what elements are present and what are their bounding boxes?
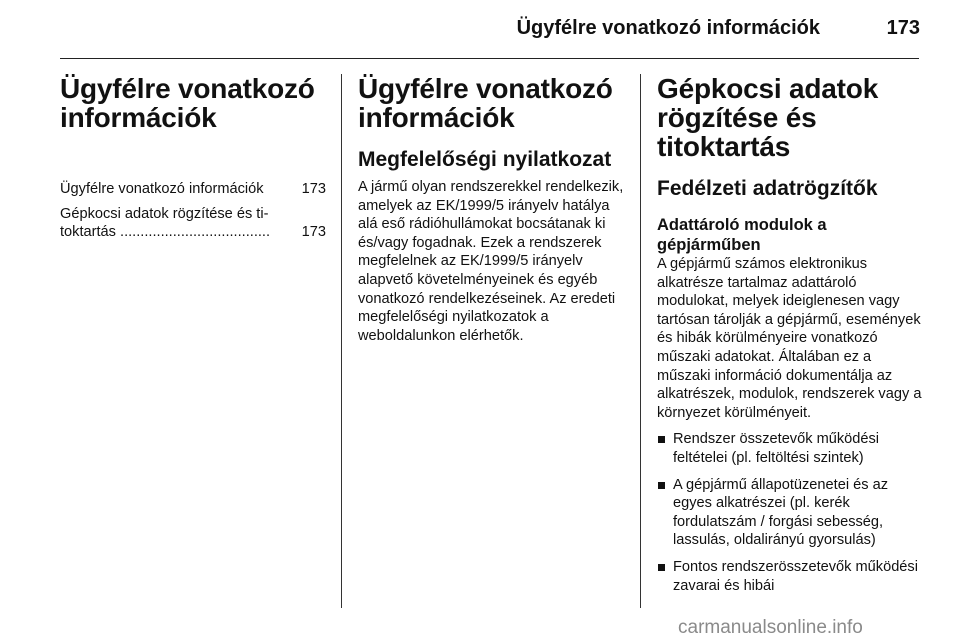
list-item [657,476,925,550]
bullet-list [657,430,925,595]
column-divider-1 [341,74,342,608]
chapter-title: Gépkocsi adatok rögzítése és titoktartás [657,73,879,162]
list-item-text: Fontos rendszerösszetevők működési zavarai és hibái [673,558,918,594]
toc-entry[interactable] [60,180,326,199]
running-header [60,17,920,47]
toc-entry-text: Ügyfélre vonatkozó információk [60,181,264,197]
header-rule [60,58,919,59]
chapter-title: Ügyfélre vonatkozó információk [358,73,613,133]
list-item-text: A gépjármű állapotüzenetei és az egyes alkatrészei (pl. kerék fordulatszám / forgási sebesség, lassulás, oldalirányú gyorsulás) [673,476,888,549]
table-of-contents [60,180,326,242]
toc-entry[interactable] [60,205,326,242]
running-header-title: Ügyfélre vonatkozó információk [516,17,820,39]
body-paragraph: A gépjármű számos elektronikus alkatrésze tartalmaz adattároló modulokat, melyek ideiglenesen vagy tartósan tárolják a gépjármű, események és hibák körülményeire vonatkozó műszaki adatokat. Általában ez a műszaki információ dokumentálja az alkatrészek, modulok, rendszerek vagy a környezet körülményeit. [657,256,922,421]
column-data-recording [657,74,925,603]
square-bullet-icon [658,436,665,443]
list-item [657,430,925,467]
list-item [657,558,925,595]
square-bullet-icon [658,564,665,571]
square-bullet-icon [658,482,665,489]
column-divider-2 [640,74,641,608]
section-title: Megfelelőségi nyilatkozat [358,148,612,171]
watermark: carmanualsonline.info [678,617,863,638]
page-number: 173 [886,17,920,39]
toc-entry-text: Gépkocsi adatok rögzítése és ti-toktartás ..................................... [60,205,271,241]
subsection-title: Adattároló modulok a gépjárműben [657,216,827,254]
body-paragraph: A jármű olyan rendszerekkel rendelkezik, amelyek az EK/1999/5 irányelv hatálya alá eső rádióhullámokat bocsátanak ki és/vagy fogadnak. Ezek a rendszerek megfelelnek az EK/1999/5 irányelv alapvető követelményeinek és egyéb vonatkozó rendelkezéseinek. Az eredeti megfelelőségi nyilatkozatok a weboldalunkon elérhetők. [358,179,624,344]
column-declaration [358,74,626,345]
section-title: Fedélzeti adatrögzítők [657,177,878,200]
toc-entry-page: 173 [298,180,326,199]
toc-entry-page: 173 [298,223,326,242]
column-toc [60,74,326,248]
chapter-title: Ügyfélre vonatkozó információk [60,73,315,133]
list-item-text: Rendszer összetevők működési feltételei (pl. feltöltési szintek) [673,431,880,466]
